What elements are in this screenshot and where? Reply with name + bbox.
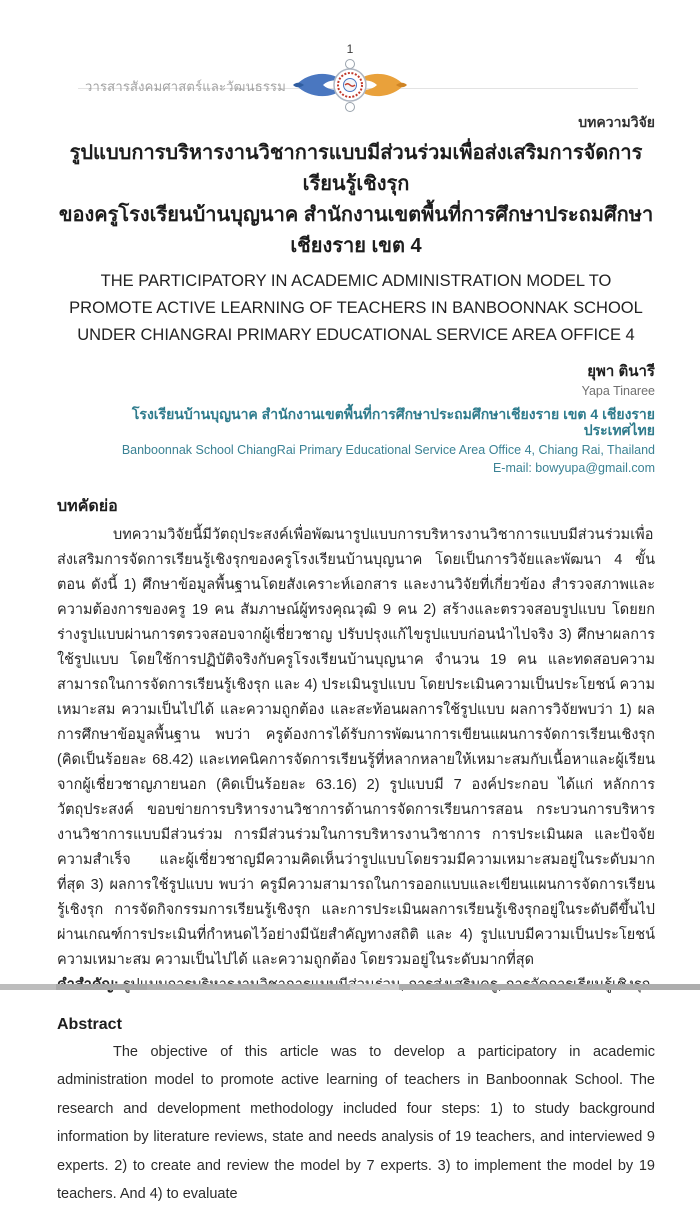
article-type-label: บทความวิจัย	[578, 114, 655, 130]
english-abstract-body: The objective of this article was to develop a participatory in academic administration model to promote active learning of teachers in Banboonnak School. The research and development methodology included four steps: 1) to study background information by literature reviews, state and needs analysis of 19 teachers, and interviewed 9 experts. 2) to create and review the model by 7 experts. 3) to implement the model by 19 teachers. And 4) to evaluate	[57, 1043, 655, 1203]
bottom-edge-segment	[0, 984, 56, 990]
article-title-english: THE PARTICIPATORY IN ACADEMIC ADMINISTRATION MODEL TO PROMOTE ACTIVE LEARNING OF TEACHERS IN BANBOONNAK SCHOOL UNDER CHIANGRAI PRIMARY EDUCATIONAL SERVICE AREA OFFICE 4	[69, 272, 643, 344]
journal-logo-icon	[290, 55, 410, 117]
article-title-thai-line2: ของครูโรงเรียนบ้านบุญนาค สำนักงานเขตพื้นที่การศึกษาประถมศึกษาเชียงราย เขต 4	[58, 204, 654, 257]
english-abstract-heading: Abstract	[57, 1015, 122, 1033]
bottom-edge-segment	[350, 984, 399, 990]
page-number: 1	[346, 42, 354, 56]
author-email: E-mail: bowyupa@gmail.com	[492, 461, 655, 476]
thai-abstract-heading: บทคัดย่อ	[57, 497, 118, 515]
author-block	[57, 363, 655, 476]
author-affiliation-english: Banboonnak School ChiangRai Primary Educational Service Area Office 4, Chiang Rai, Thailand	[121, 442, 655, 457]
author-name-english: Yapa Tinaree	[581, 384, 655, 399]
bottom-edge-segment	[147, 984, 350, 990]
bottom-edge-segment	[56, 984, 147, 990]
journal-name: วารสารสังคมศาสตร์และวัฒนธรรม	[85, 79, 286, 94]
article-content	[57, 138, 655, 1209]
article-title-thai-line1: รูปแบบการบริหารงานวิชาการแบบมีส่วนร่วมเพื่อส่งเสริมการจัดการเรียนรู้เชิงรุก	[69, 142, 643, 195]
thai-abstract-body: บทความวิจัยนี้มีวัตถุประสงค์เพื่อพัฒนารูปแบบการบริหารงานวิชาการแบบมีส่วนร่วมเพื่อส่งเสริมการจัดการเรียนรู้เชิงรุกของครูโรงเรียนบ้านบุญนาค โดยเป็นการวิจัยและพัฒนา 4 ขั้นตอน ดังนี้ 1) ศึกษาข้อมูลพื้นฐานโดยสังเคราะห์เอกสาร และงานวิจัยที่เกี่ยวข้อง สำรวจสภาพและความต้องการของครู 19 คน สัมภาษณ์ผู้ทรงคุณวุฒิ 9 คน 2) สร้างและตรวจสอบรูปแบบ โดยยกร่างรูปแบบผ่านการตรวจสอบจากผู้เชี่ยวชาญ ปรับปรุงแก้ไขรูปแบบก่อนนำไปจริง 3) ศึกษาผลการใช้รูปแบบ โดยใช้การปฏิบัติจริงกับครูโรงเรียนบ้านบุญนาค จำนวน 19 คน และทดสอบความสามารถในการจัดการเรียนรู้เชิงรุก และ 4) ประเมินรูปแบบ โดยประเมินความเป็นประโยชน์ ความเหมาะสม ความเป็นไปได้ และความถูกต้อง และสะท้อนผลการใช้รูปแบบ ผลการวิจัยพบว่า 1) ผลการศึกษาข้อมูลพื้นฐาน พบว่า ครูต้องการได้รับการพัฒนาการเขียนแผนการจัดการเรียนเชิงรุก (คิดเป็นร้อยละ 68.42) และเทคนิคการจัดการเรียนรู้ที่หลากหลายให้เหมาะสมกับเนื้อหาและผู้เรียนจากผู้เชี่ยวชาญภายนอก (คิดเป็นร้อยละ 63.16) 2) รูปแบบมี 7 องค์ประกอบ ได้แก่ หลักการ วัตถุประสงค์ ขอบข่ายการบริหารงานวิชาการด้านการจัดการเรียนการสอน กระบวนการบริหารงานวิชาการแบบมีส่วนร่วม การมีส่วนร่วมในการบริหารงานวิชาการ การประเมินผล และปัจจัยความสำเร็จ และผู้เชี่ยวชาญมีความคิดเห็นว่ารูปแบบโดยรวมมีความเหมาะสมอยู่ในระดับมากที่สุด 3) ผลการใช้รูปแบบ พบว่า ครูมีความสามารถในการออกแบบและเขียนแผนการจัดการเรียนรู้เชิงรุก การจัดกิจกรรมการเรียนรู้เชิงรุก และการประเมินผลการเรียนรู้เชิงรุกอยู่ในระดับดีขึ้นไป ผ่านเกณฑ์การประเมินที่กำหนดไว้อย่างมีนัยสำคัญทางสถิติ และ 4) รูปแบบมีความเป็นประโยชน์ ความเหมาะสม ความเป็นไปได้ และความถูกต้อง โดยรวมอยู่ในระดับมากที่สุด	[57, 526, 655, 968]
bottom-edge-bar	[0, 984, 700, 990]
author-affiliation-thai: โรงเรียนบ้านบุญนาค สำนักงานเขตพื้นที่การศึกษาประถมศึกษาเชียงราย เขต 4 เชียงราย ประเทศไทย	[131, 405, 655, 438]
article-title-thai	[57, 138, 655, 262]
journal-logo-svg	[290, 55, 410, 117]
author-name-thai: ยุพา ตินารี	[587, 363, 655, 380]
bottom-edge-segment	[399, 984, 700, 990]
